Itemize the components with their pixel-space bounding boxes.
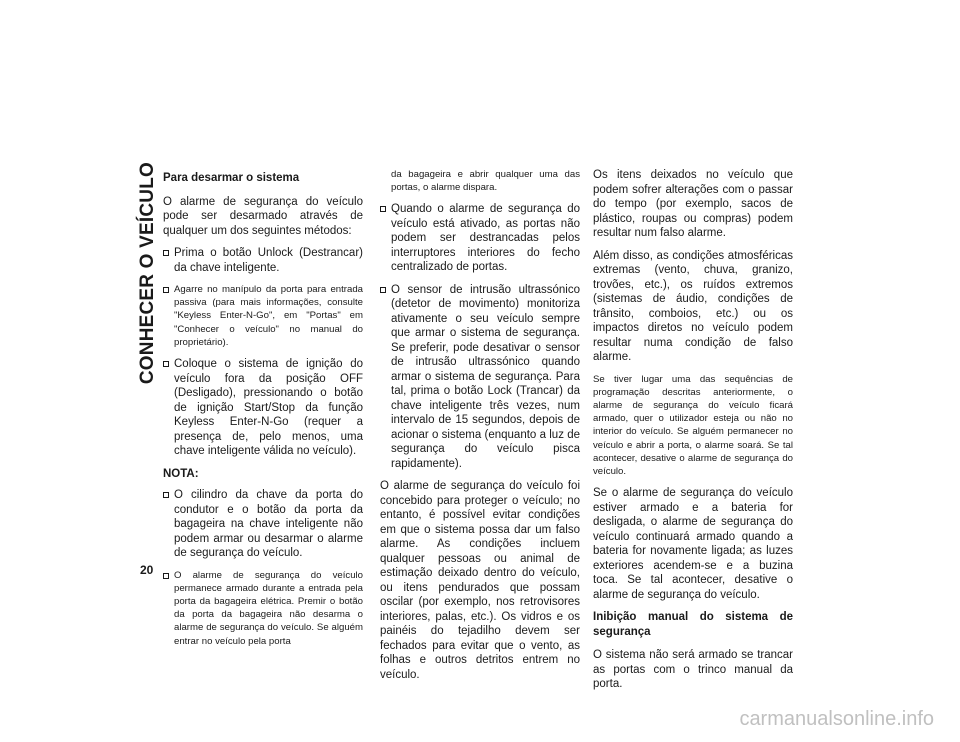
column-3 [593,168,793,700]
chapter-title-text: CONHECER O VEÍCULO [137,162,158,385]
note-label: NOTA: [163,467,199,480]
list-item: Quando o alarme de segurança do veículo está ativado, as portas não podem ser destrancadas pelos interruptores interiores do fecho centralizado de portas. [380,202,580,275]
section-heading-manual-override: Inibição manual do sistema de segurança [593,611,793,638]
note-list [163,488,363,648]
section-heading-disarm: Para desarmar o sistema [163,172,300,184]
note-list-continued [380,202,580,471]
chapter-side-title [136,162,160,562]
body-paragraph-small: Se tiver lugar uma das sequências de programação descritas anteriormente, o alarme de segurança do veículo ficará armado, quer o utilizador esteja ou não no interior do veículo. Se alguém permanecer no veículo e abrir a porta, o alarme soará. Se tal acontecer, desative o alarme de segurança do veículo. [593,373,793,477]
column-2 [380,168,580,690]
body-paragraph: Os itens deixados no veículo que podem sofrer alterações com o passar do tempo (por exemplo, sacos de plástico, roupas ou compras) podem resultar num falso alarme. [593,169,793,239]
page-number: 20 [140,563,154,577]
watermark: carmanualsonline.info [739,708,934,730]
intro-paragraph: O alarme de segurança do veículo pode ser desarmado através de qualquer um dos seguintes métodos: [163,195,363,237]
list-item: O alarme de segurança do veículo permanece armado durante a entrada pela porta da bagageira elétrica. Premir o botão da porta da bagageira não desarma o alarme de segurança do veículo. Se alguém entrar no veículo pela porta [163,569,363,648]
body-paragraph: O alarme de segurança do veículo foi concebido para proteger o veículo; no entanto, é possível evitar condições em que o sistema possa dar um falso alarme. As condições incluem qualquer pessoas ou animal de estimação deixado dentro do veículo, ou itens pendurados que possam oscilar (por exemplo, nos retrovisores interiores, palas, etc.). Os vidros e os painéis do tejadilho devem ser fechados para evitar que o vento, as folhas e outros detritos entrem no veículo. [380,480,580,681]
body-paragraph: Se o alarme de segurança do veículo estiver armado e a bateria for desligada, o alarme de segurança do veículo continuará armado quando a bateria for novamente ligada; as luzes exteriores acendem-se e a buzina toca. Se tal acontecer, desative o alarme de segurança do veículo. [593,487,793,601]
list-item: Agarre no manípulo da porta para entrada passiva (para mais informações, consulte "Keyless Enter-N-Go", em "Portas" em "Conhecer o veículo" no manual do proprietário). [163,283,363,349]
list-item: Prima o botão Unlock (Destrancar) da chave inteligente. [163,246,363,275]
note-continuation: da bagageira e abrir qualquer uma das portas, o alarme dispara. [391,169,580,194]
column-1 [163,168,363,656]
list-item: Coloque o sistema de ignição do veículo fora da posição OFF (Desligado), pressionando o botão de ignição Start/Stop da função Keyless Enter-N-Go (requer a presença de, pelo menos, uma chave inteligente válida no veículo). [163,357,363,459]
list-item: O cilindro da chave da porta do condutor e o botão da porta da bagageira na chave inteligente não podem armar ou desarmar o alarme de segurança do veículo. [163,488,363,561]
list-item: O sensor de intrusão ultrassónico (detetor de movimento) monitoriza ativamente o seu veículo sempre que armar o sistema de segurança. Se preferir, pode desativar o sensor de intrusão ultrassónico quando armar o sistema de segurança. Para tal, prima o botão Lock (Trancar) da chave inteligente três vezes, num intervalo de 15 segundos, depois de acionar o sistema (enquanto a luz de segurança do veículo pisca rapidamente). [380,283,580,472]
body-paragraph: Além disso, as condições atmosféricas extremas (vento, chuva, granizo, trovões, etc.), os ruídos extremos (sistemas de áudio, condições de trânsito, comboios, etc.) ou os impactos diretos no veículo podem resultar numa condição de falso alarme. [593,249,793,363]
body-paragraph: O sistema não será armado se trancar as portas com o trinco manual da porta. [593,649,793,691]
disarm-methods-list [163,246,363,459]
